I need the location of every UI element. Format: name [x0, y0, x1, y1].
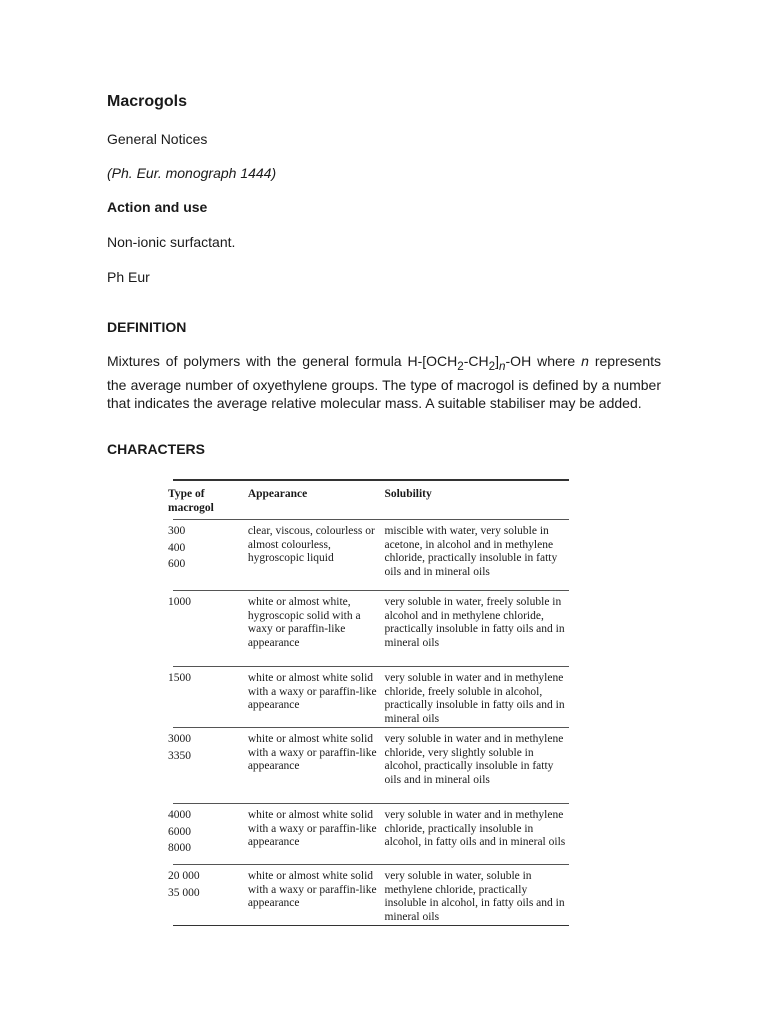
macrogol-type: 1000 [168, 596, 191, 608]
macrogol-type: 6000 [168, 825, 191, 838]
macrogol-type-cell [168, 733, 248, 800]
appearance-cell: white or almost white solid with a waxy or paraffin-like appearance [247, 870, 377, 910]
macrogol-type: 1500 [168, 672, 191, 684]
macrogol-type-cell [168, 870, 248, 922]
table-row [168, 804, 569, 865]
solubility-cell: very soluble in water, soluble in methylene chloride, practically insoluble in alcohol, in fatty oils and in mineral oils [384, 870, 565, 924]
general-notices-text: General Notices [107, 131, 208, 147]
solubility-cell: very soluble in water and in methylene chloride, very slightly soluble in alcohol, practically insoluble in fatty oils and in mineral oils [384, 733, 564, 787]
macrogol-type: 35 000 [168, 886, 200, 899]
appearance-cell: white or almost white solid with a waxy or paraffin-like appearance [247, 672, 377, 712]
macrogol-type-cell [168, 672, 248, 724]
macrogol-type: 3350 [168, 749, 191, 762]
table-row [168, 520, 569, 591]
solubility-cell: very soluble in water and in methylene chloride, practically insoluble in alcohol, in fatty oils and in mineral oils [384, 809, 566, 849]
macrogol-type-cell [168, 525, 248, 587]
appearance-cell: white or almost white, hygroscopic solid with a waxy or paraffin-like appearance [247, 596, 361, 650]
table-row [168, 591, 569, 667]
action-text: Non-ionic surfactant. [107, 234, 236, 250]
table-row [168, 865, 569, 926]
header-type: Type of macrogol [168, 488, 214, 514]
macrogol-type: 8000 [168, 842, 191, 855]
appearance-cell: white or almost white solid with a waxy or paraffin-like appearance [247, 733, 377, 773]
appearance-cell: clear, viscous, colourless or almost colourless, hygroscopic liquid [247, 525, 375, 565]
monograph-reference: (Ph. Eur. monograph 1444) [107, 165, 277, 181]
solubility-cell: very soluble in water and in methylene chloride, freely soluble in alcohol, practically insoluble in fatty oils and in mineral oils [384, 672, 565, 726]
macrogol-type: 20 000 [168, 870, 200, 882]
macrogol-type: 600 [168, 558, 186, 571]
table-row [168, 667, 569, 728]
definition-text: Mixtures of polymers with the general formula $H-[OCH_2-CH_2]_n-OH$ where n represents the average number of oxyethylene groups. The type of macrogol is defined by a number that indicates the average relative molecular mass. A suitable stabiliser may be added. [107, 353, 661, 411]
table-body [168, 520, 569, 926]
page-title: Macrogols [107, 93, 188, 110]
ph-eur-label: Ph Eur [107, 269, 150, 285]
macrogol-type: 300 [168, 525, 186, 537]
macrogol-type: 3000 [168, 733, 191, 745]
table-header [168, 481, 569, 520]
definition-heading: DEFINITION [107, 319, 187, 335]
characters-heading: CHARACTERS [107, 441, 205, 457]
characters-table [168, 479, 569, 926]
header-appearance: Appearance [247, 488, 308, 500]
solubility-cell: miscible with water, very soluble in acetone, in alcohol and in methylene chloride, practically insoluble in fatty oils and in mineral oils [384, 525, 558, 579]
action-heading: Action and use [107, 199, 208, 215]
macrogol-type: 4000 [168, 809, 191, 821]
macrogol-type-cell [168, 596, 248, 663]
table-row [168, 728, 569, 804]
macrogol-type: 400 [168, 541, 186, 554]
macrogol-type-cell [168, 809, 248, 861]
solubility-cell: very soluble in water, freely soluble in alcohol and in methylene chloride, practically insoluble in fatty oils and in mineral oils [384, 596, 565, 650]
header-solubility: Solubility [384, 488, 432, 500]
appearance-cell: white or almost white solid with a waxy or paraffin-like appearance [247, 809, 377, 849]
